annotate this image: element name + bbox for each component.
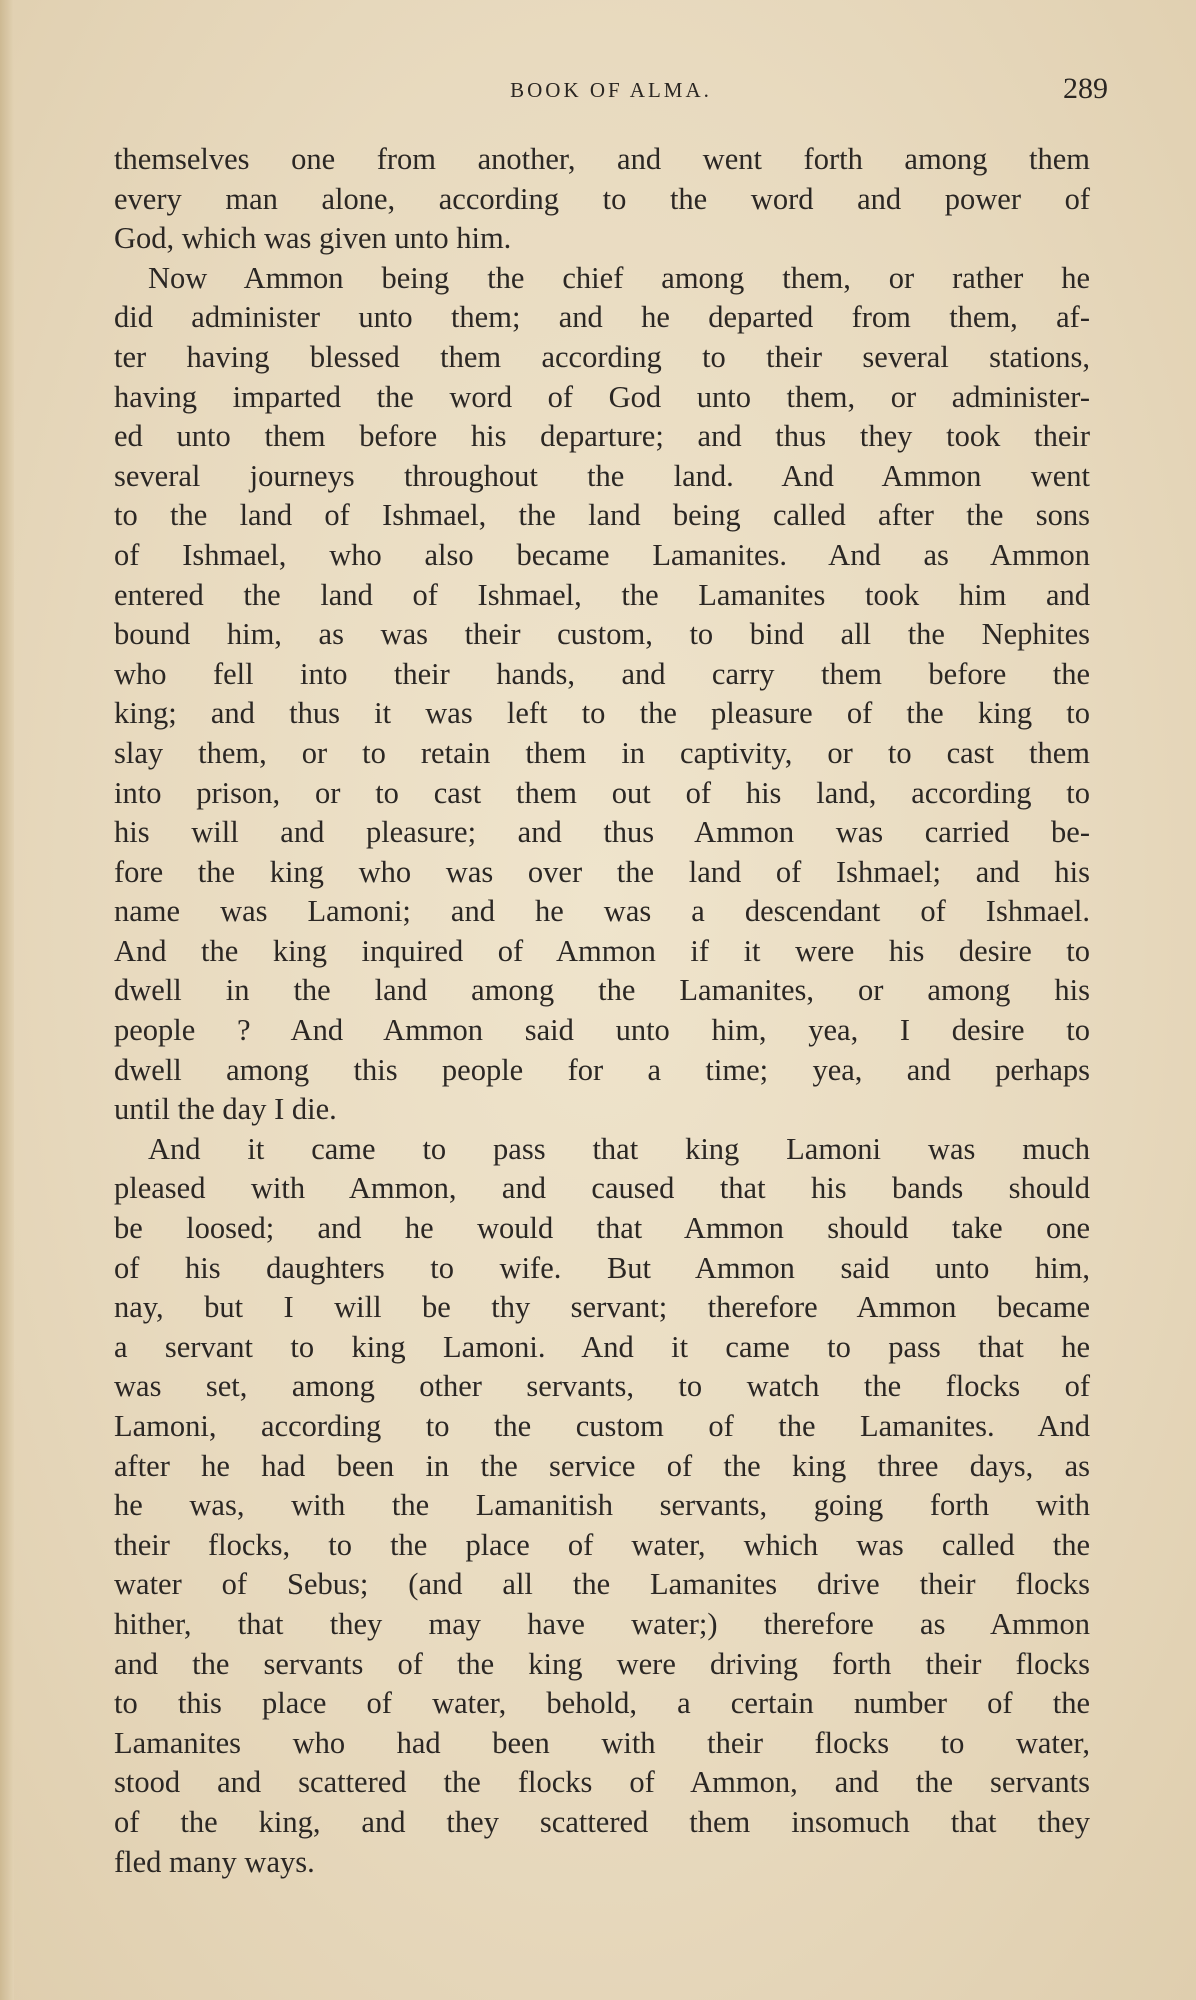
text-line: several journeys throughout the land. And Ammon went: [114, 458, 1090, 493]
text-line: into prison, or to cast them out of his land, according to: [114, 775, 1090, 810]
text-line: stood and scattered the flocks of Ammon, and the servants: [114, 1765, 1090, 1800]
text-line: dwell in the land among the Lamanites, or among his: [114, 973, 1090, 1008]
text-line: ter having blessed them according to their several stations,: [114, 339, 1090, 374]
text-line: ed unto them before his departure; and thus they took their: [114, 419, 1090, 454]
text-line: fled many ways.: [114, 1844, 315, 1879]
text-line: was set, among other servants, to watch the flocks of: [114, 1369, 1090, 1404]
text-line: every man alone, according to the word and power of: [114, 181, 1090, 216]
text-line: themselves one from another, and went forth among them: [114, 142, 1090, 176]
text-line: of Ishmael, who also became Lamanites. And as Ammon: [114, 537, 1090, 572]
text-line: did administer unto them; and he departed from them, af-: [114, 300, 1090, 335]
text-line: name was Lamoni; and he was a descendant of Ishmael.: [114, 894, 1090, 929]
body-text: [114, 140, 1090, 1882]
text-line: Lamanites who had been with their flocks to water,: [114, 1725, 1090, 1760]
text-line: their flocks, to the place of water, which was called the: [114, 1527, 1090, 1562]
text-line: to this place of water, behold, a certain number of the: [114, 1686, 1090, 1721]
text-line: bound him, as was their custom, to bind all the Nephites: [114, 617, 1090, 652]
text-line: he was, with the Lamanitish servants, going forth with: [114, 1488, 1090, 1523]
text-line: God, which was given unto him.: [114, 221, 512, 256]
text-line: hither, that they may have water;) therefore as Ammon: [114, 1606, 1090, 1641]
text-line: to the land of Ishmael, the land being called after the sons: [114, 498, 1090, 533]
text-line: king; and thus it was left to the pleasure of the king to: [114, 696, 1090, 731]
text-line: until the day I die.: [114, 1092, 337, 1127]
text-line: And it came to pass that king Lamoni was much: [148, 1131, 1090, 1166]
text-line: fore the king who was over the land of Ishmael; and his: [114, 854, 1090, 889]
text-line: having imparted the word of God unto them, or administer-: [114, 379, 1090, 414]
text-line: pleased with Ammon, and caused that his bands should: [114, 1171, 1090, 1206]
text-line: who fell into their hands, and carry them before the: [114, 656, 1090, 691]
text-line: slay them, or to retain them in captivity, or to cast them: [114, 735, 1090, 770]
text-line: dwell among this people for a time; yea, and perhaps: [114, 1052, 1090, 1087]
text-line: his will and pleasure; and thus Ammon was carried be-: [114, 815, 1090, 850]
text-line: and the servants of the king were driving forth their flocks: [114, 1646, 1090, 1681]
running-title: BOOK OF ALMA.: [510, 78, 712, 102]
text-line: water of Sebus; (and all the Lamanites drive their flocks: [114, 1567, 1090, 1602]
page-header: [114, 72, 1108, 112]
text-line: And the king inquired of Ammon if it were his desire to: [114, 933, 1090, 968]
text-line: Now Ammon being the chief among them, or rather he: [148, 260, 1090, 295]
text-line: nay, but I will be thy servant; therefore Ammon became: [114, 1290, 1090, 1325]
text-line: entered the land of Ishmael, the Lamanites took him and: [114, 577, 1090, 612]
text-line: people ? And Ammon said unto him, yea, I desire to: [114, 1013, 1090, 1048]
text-line: of his daughters to wife. But Ammon said unto him,: [114, 1250, 1090, 1285]
page-number: 289: [1063, 72, 1108, 105]
text-line: after he had been in the service of the king three days, as: [114, 1448, 1090, 1483]
text-line: be loosed; and he would that Ammon should take one: [114, 1211, 1090, 1246]
text-line: a servant to king Lamoni. And it came to pass that he: [114, 1329, 1090, 1364]
text-line: Lamoni, according to the custom of the Lamanites. And: [114, 1409, 1090, 1443]
text-line: of the king, and they scattered them insomuch that they: [114, 1804, 1090, 1839]
page-gutter: [0, 0, 14, 2000]
